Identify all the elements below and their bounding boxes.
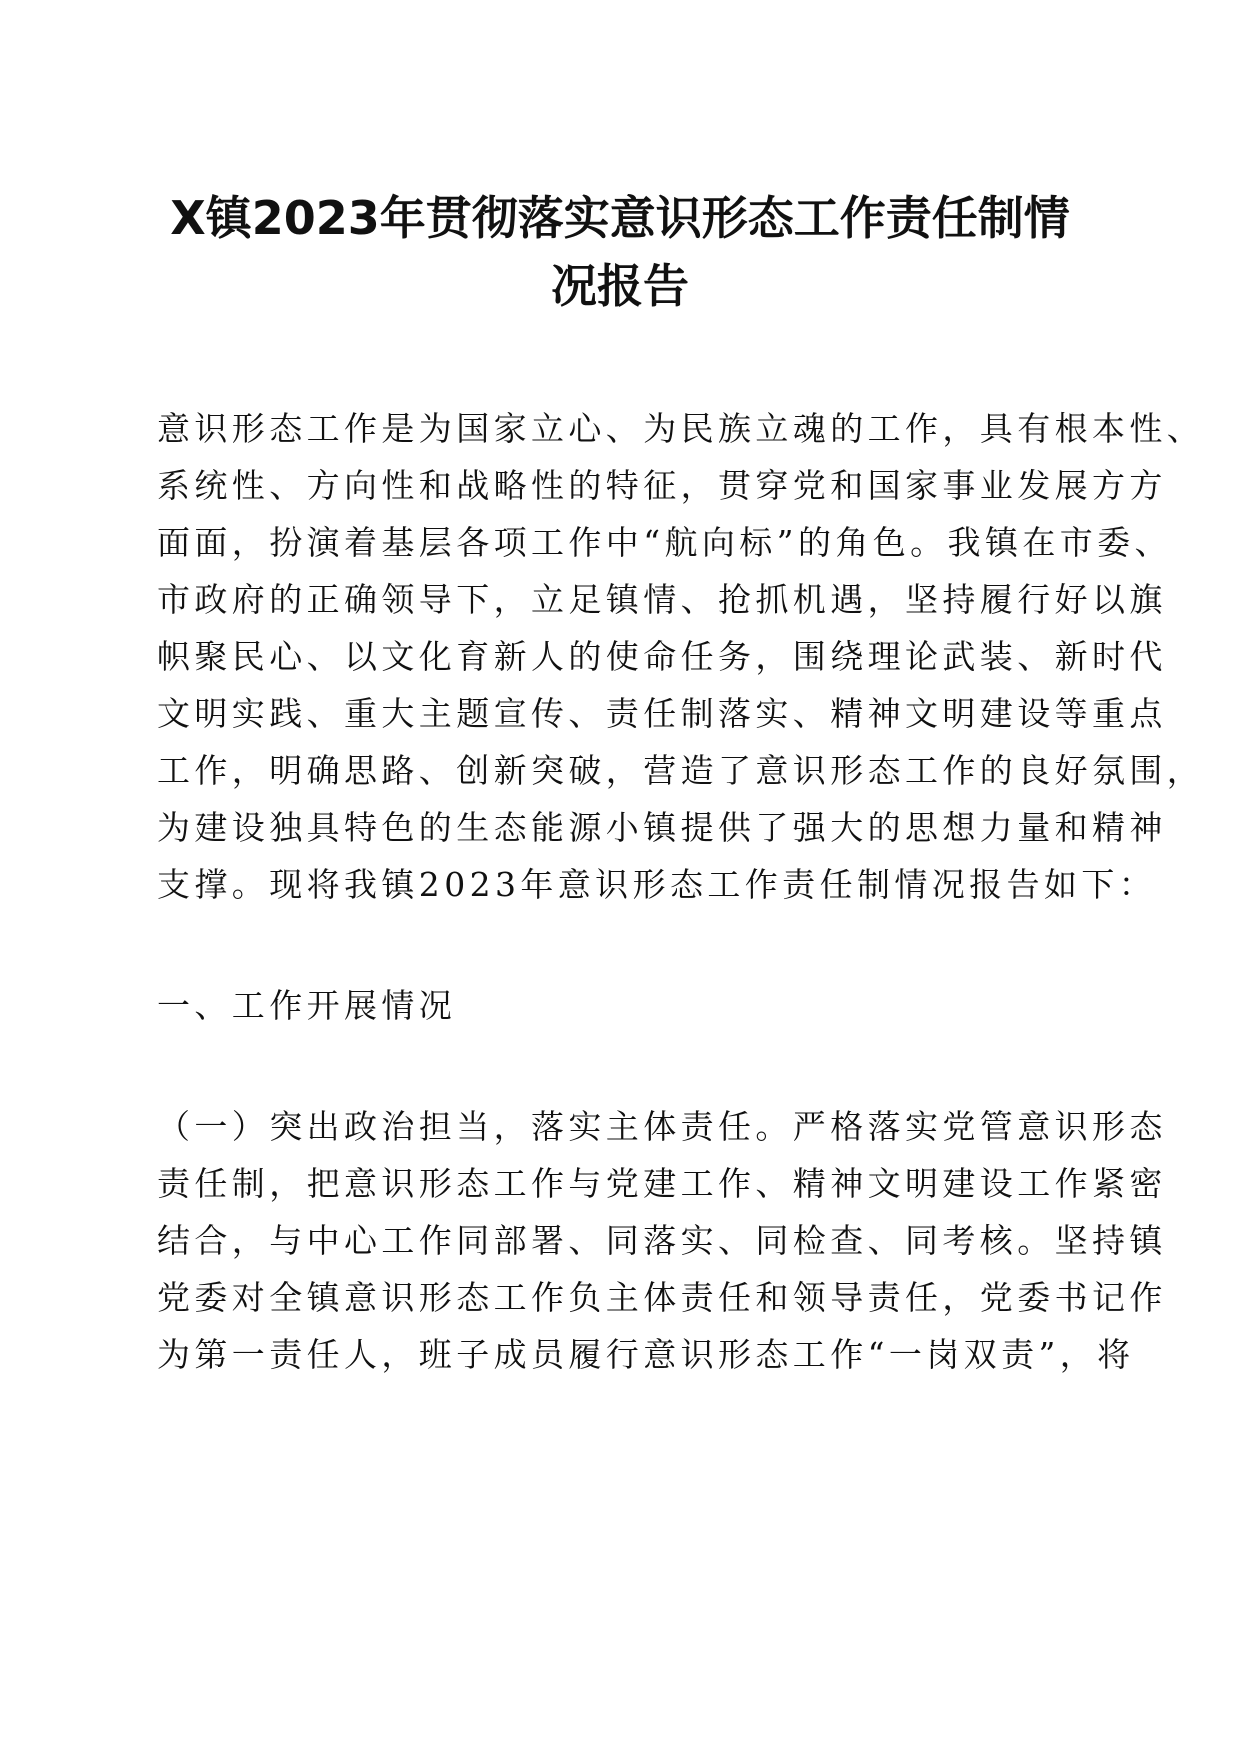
section1-line: 结合，与中心工作同部署、同落实、同检查、同考核。坚持镇 xyxy=(157,1221,1167,1260)
intro-line: 意识形态工作是为国家立心、为民族立魂的工作，具有根本性、 xyxy=(157,409,1205,448)
section1-line: 为第一责任人，班子成员履行意识形态工作“一岗双责”，将 xyxy=(157,1335,1135,1374)
intro-line: 支撑。现将我镇2023年意识形态工作责任制情况报告如下： xyxy=(157,865,1157,904)
intro-line: 为建设独具特色的生态能源小镇提供了强大的思想力量和精神 xyxy=(157,808,1167,847)
section1-line: （一）突出政治担当，落实主体责任。严格落实党管意识形态 xyxy=(157,1107,1167,1146)
document-title-line-1: X镇2023年贯彻落实意识形态工作责任制情 xyxy=(170,191,1070,245)
intro-line: 工作，明确思路、创新突破，营造了意识形态工作的良好氛围， xyxy=(157,751,1205,790)
intro-line: 市政府的正确领导下，立足镇情、抢抓机遇，坚持履行好以旗 xyxy=(157,580,1167,619)
document-title-line-2: 况报告 xyxy=(551,259,689,313)
intro-line: 帜聚民心、以文化育新人的使命任务，围绕理论武装、新时代 xyxy=(157,637,1167,676)
section1-line: 党委对全镇意识形态工作负主体责任和领导责任，党委书记作 xyxy=(157,1278,1167,1317)
intro-line: 系统性、方向性和战略性的特征，贯穿党和国家事业发展方方 xyxy=(157,466,1167,505)
section1-line: 责任制，把意识形态工作与党建工作、精神文明建设工作紧密 xyxy=(157,1164,1167,1203)
section-heading: 一、工作开展情况 xyxy=(157,986,457,1025)
intro-line: 面面，扮演着基层各项工作中“航向标”的角色。我镇在市委、 xyxy=(157,523,1172,562)
intro-line: 文明实践、重大主题宣传、责任制落实、精神文明建设等重点 xyxy=(157,694,1167,733)
